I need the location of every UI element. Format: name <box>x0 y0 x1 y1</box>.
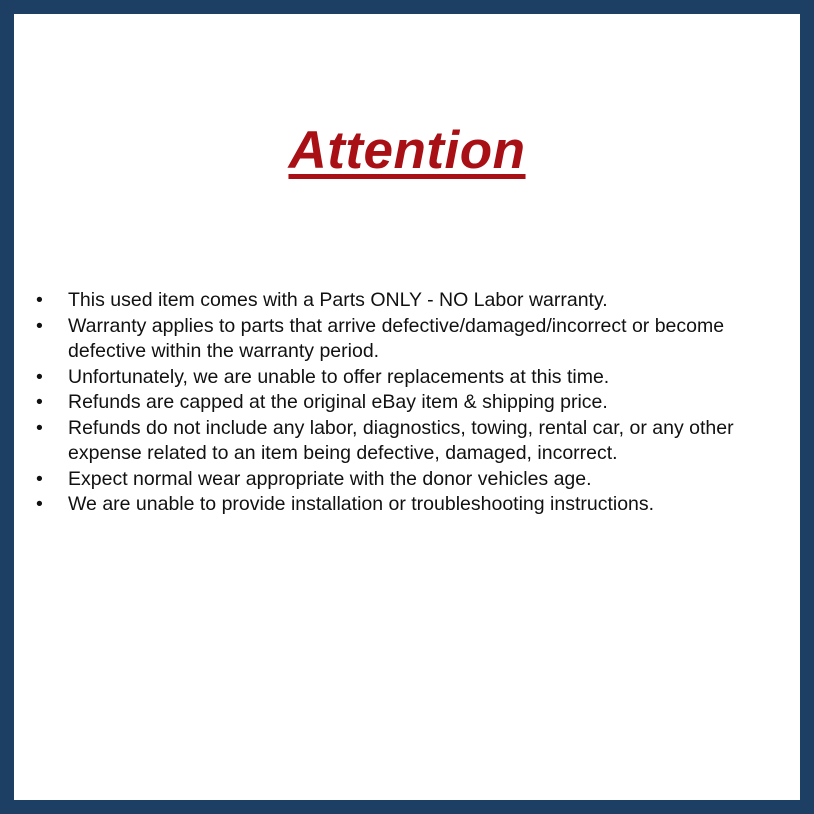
bullet-icon: • <box>36 314 43 337</box>
list-item <box>16 288 782 314</box>
list-item <box>16 314 782 365</box>
list-item <box>16 365 782 391</box>
list-item-text: Expect normal wear appropriate with the donor vehicles age. <box>68 467 592 490</box>
list-item-text: Unfortunately, we are unable to offer replacements at this time. <box>68 365 610 388</box>
bullet-icon: • <box>36 289 43 311</box>
list-item-text: Refunds are capped at the original eBay item & shipping price. <box>68 391 608 413</box>
list-item-text: This used item comes with a Parts ONLY - NO Labor warranty. <box>68 289 608 311</box>
list-item <box>16 416 782 467</box>
bullet-icon: • <box>36 365 43 388</box>
list-item-text: We are unable to provide installation or troubleshooting instructions. <box>68 493 655 515</box>
list-item <box>16 390 782 416</box>
list-item <box>16 467 782 493</box>
bullet-icon: • <box>36 391 43 413</box>
list-item-text: Refunds do not include any labor, diagnostics, towing, rental car, or any other expense related to an item being defective, damaged, incorrect. <box>68 416 734 464</box>
page-title: Attention <box>288 121 526 180</box>
document-card <box>14 14 800 800</box>
bullet-icon: • <box>36 467 43 490</box>
list-item-text: Warranty applies to parts that arrive defective/damaged/incorrect or become defective within the warranty period. <box>68 314 725 362</box>
bullet-icon: • <box>36 416 43 439</box>
notice-list <box>16 288 782 518</box>
list-item <box>16 492 782 518</box>
bullet-icon: • <box>36 493 43 515</box>
